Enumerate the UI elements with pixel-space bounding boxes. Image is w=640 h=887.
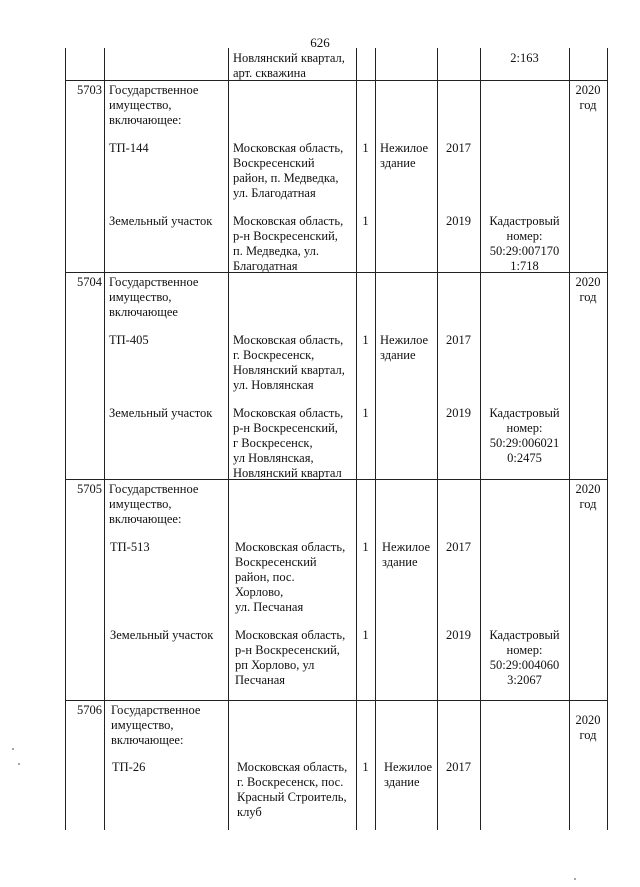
entry-id: 5705 bbox=[77, 482, 102, 496]
building-kind: Нежилое здание bbox=[380, 141, 429, 170]
entry-title: Государственное имущество, включающее: bbox=[109, 482, 199, 526]
land-cadastral: Кадастровый номер: 50:29:006021 0:2475 bbox=[489, 406, 560, 465]
land-year: 2019 bbox=[446, 406, 471, 420]
entry-id: 5706 bbox=[77, 703, 102, 717]
table-border-right bbox=[607, 48, 608, 830]
building-year: 2017 bbox=[446, 141, 471, 155]
building-year: 2017 bbox=[446, 540, 471, 554]
land-qty: 1 bbox=[362, 628, 369, 642]
land-name: Земельный участок bbox=[109, 214, 213, 228]
entry-year-end: 2020 год bbox=[575, 713, 601, 742]
land-address: Московская область, р-н Воскресенский, п. Медведка, ул. Благодатная bbox=[233, 214, 344, 273]
land-year: 2019 bbox=[446, 628, 471, 642]
building-qty: 1 bbox=[362, 760, 369, 774]
building-address: Московская область, Воскресенский район, п. Медведка, ул. Благодатная bbox=[233, 141, 344, 200]
column-divider-3 bbox=[356, 48, 357, 830]
entry-year-end: 2020 год bbox=[575, 482, 601, 511]
building-kind: Нежилое здание bbox=[384, 760, 433, 789]
land-name: Земельный участок bbox=[109, 406, 213, 420]
entry-title: Государственное имущество, включающее: bbox=[109, 83, 199, 127]
entry-title: Государственное имущество, включающее bbox=[109, 275, 199, 319]
building-qty: 1 bbox=[362, 141, 369, 155]
building-name: ТП-405 bbox=[109, 333, 149, 347]
scan-speck bbox=[574, 878, 576, 880]
page-number: 626 bbox=[310, 35, 330, 50]
column-divider-5 bbox=[437, 48, 438, 830]
building-year: 2017 bbox=[446, 760, 471, 774]
land-qty: 1 bbox=[362, 214, 369, 228]
scan-speck bbox=[12, 748, 14, 750]
building-address: Московская область, г. Воскресенск, Новлянский квартал, ул. Новлянская bbox=[233, 333, 345, 392]
entry-title: Государственное имущество, включающее: bbox=[111, 703, 201, 747]
building-name: ТП-144 bbox=[109, 141, 149, 155]
land-cadastral: Кадастровый номер: 50:29:004060 3:2067 bbox=[489, 628, 560, 687]
row-divider-5706 bbox=[65, 700, 607, 701]
entry-id: 5703 bbox=[77, 83, 102, 97]
building-name: ТП-26 bbox=[112, 760, 146, 774]
entry-year-end: 2020 год bbox=[575, 83, 601, 112]
entry-year-end: 2020 год bbox=[575, 275, 601, 304]
top-row-address: Новлянский квартал, арт. скважина bbox=[233, 51, 345, 80]
building-year: 2017 bbox=[446, 333, 471, 347]
entry-id: 5704 bbox=[77, 275, 102, 289]
land-address: Московская область, р-н Воскресенский, г Воскресенск, ул Новлянская, Новлянский квартал bbox=[233, 406, 344, 480]
building-qty: 1 bbox=[362, 540, 369, 554]
land-year: 2019 bbox=[446, 214, 471, 228]
column-divider-4 bbox=[375, 48, 376, 830]
building-address: Московская область, г. Воскресенск, пос. Красный Строитель, клуб bbox=[237, 760, 348, 819]
column-divider-2 bbox=[228, 48, 229, 830]
column-divider-1 bbox=[104, 48, 105, 830]
building-kind: Нежилое здание bbox=[382, 540, 431, 569]
land-cadastral: Кадастровый номер: 50:29:007170 1:718 bbox=[489, 214, 560, 273]
building-address: Московская область, Воскресенский район, пос. Хорлово, ул. Песчаная bbox=[235, 540, 346, 614]
top-row-extra: 2:163 bbox=[510, 51, 539, 65]
land-name: Земельный участок bbox=[110, 628, 214, 642]
building-qty: 1 bbox=[362, 333, 369, 347]
scan-speck bbox=[18, 763, 20, 765]
land-address: Московская область, р-н Воскресенский, рп Хорлово, ул Песчаная bbox=[235, 628, 346, 687]
building-name: ТП-513 bbox=[110, 540, 150, 554]
building-kind: Нежилое здание bbox=[380, 333, 429, 362]
land-qty: 1 bbox=[362, 406, 369, 420]
